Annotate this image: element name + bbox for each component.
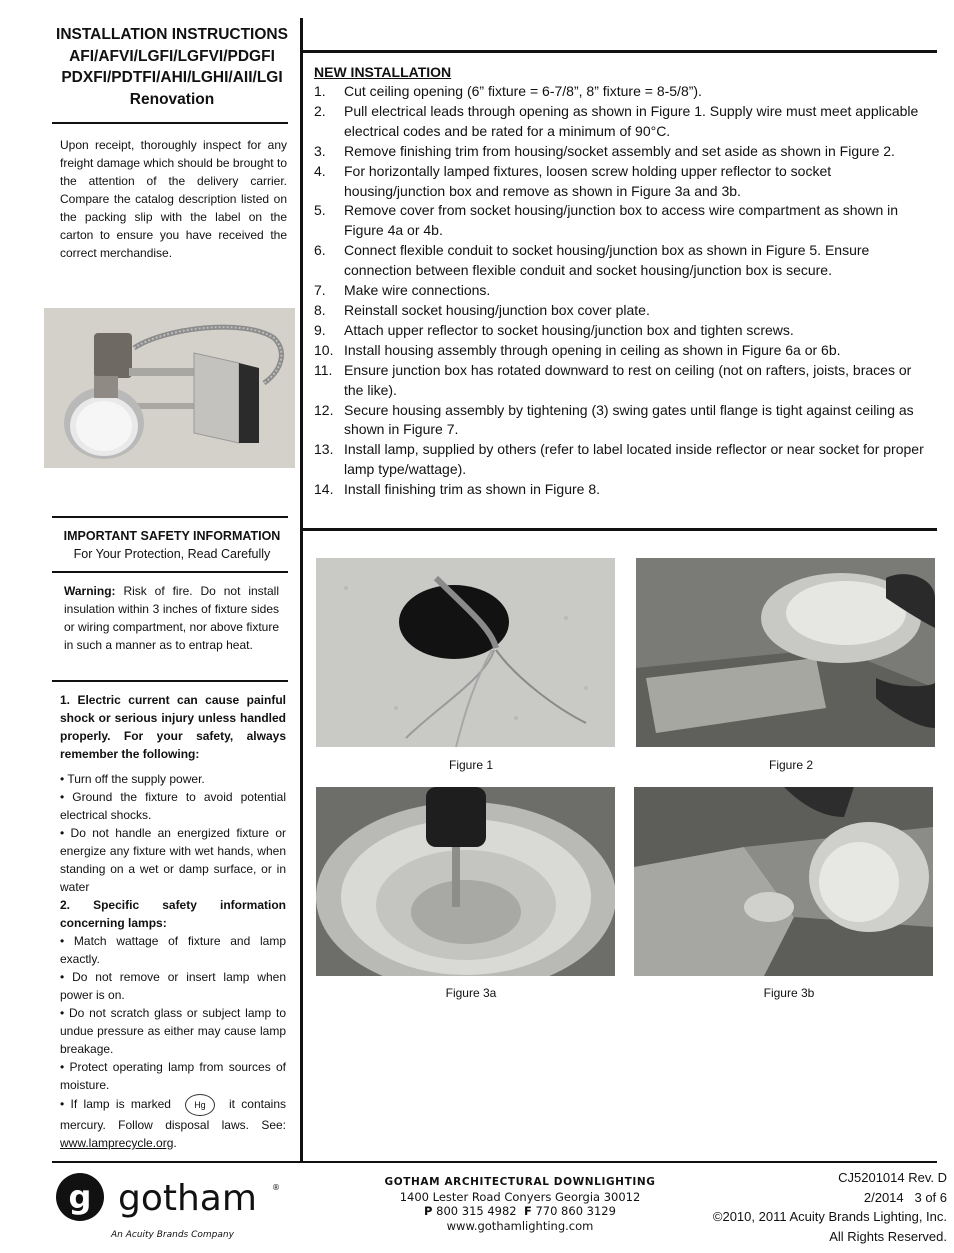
product-photo [44, 308, 295, 468]
figure-3a-caption: Figure 3a [445, 986, 497, 1000]
lamps-heading: 2. Specific safety information concerning lamps: [60, 898, 286, 930]
installation-step [314, 281, 926, 301]
list-item: • Do not handle an energized fixture or energize any fixture with wet hands, when standing on a wet or damp surface, or in water [60, 826, 286, 894]
installation-step [314, 440, 926, 480]
list-item: • Match wattage of fixture and lamp exactly. [60, 934, 286, 966]
figure-1-photo [316, 558, 615, 747]
installation-step [314, 162, 926, 202]
step-number: 10. [314, 341, 334, 358]
ceiling-opening-image [316, 558, 615, 747]
step-number: 13. [314, 441, 334, 458]
remove-reflector-image [634, 787, 933, 976]
logo-tagline: An Acuity Brands Company [111, 1230, 234, 1240]
top-right-rule [300, 50, 937, 53]
copyright: ©2010, 2011 Acuity Brands Lighting, Inc. [712, 1209, 947, 1224]
safety-bullets [60, 770, 286, 1152]
mercury-post: it contains mercury. Follow disposal laws. See: [60, 1097, 286, 1132]
step-number: 12. [314, 401, 334, 418]
figure-2-photo [636, 558, 935, 747]
phone-number: 800 315 4982 [436, 1204, 517, 1218]
steps-bottom-rule [300, 528, 937, 531]
gotham-logo [56, 1170, 296, 1245]
intro-paragraph: Upon receipt, thoroughly inspect for any freight damage which should be brought to the attention of the delivery carrier. Compare the catalog description listed on the packing slip with the label on the carton to ensure you have received the correct merchandise. [60, 138, 287, 260]
installation-step [314, 241, 926, 281]
doc-date-page: 2/2014 3 of 6 [863, 1189, 947, 1205]
installation-step [314, 321, 926, 341]
title-line: INSTALLATION INSTRUCTIONS [56, 26, 288, 43]
installation-step [314, 201, 926, 241]
step-number: 8. [314, 301, 326, 318]
installation-step [314, 102, 926, 142]
remove-trim-image [636, 558, 935, 747]
title-rule [52, 122, 288, 124]
safety-head-rule [52, 571, 288, 573]
step-text: Install finishing trim as shown in Figure 8. [344, 481, 600, 498]
loosen-screw-image [316, 787, 615, 976]
step-text: Connect flexible conduit to socket housing/junction box as shown in Figure 5. Ensure connection between flexible conduit and socket housing/junction box is secure. [344, 242, 870, 279]
step-text: Make wire connections. [344, 282, 491, 299]
mercury-item: • If lamp is marked Hg it contains mercury. Follow disposal laws. See: www.lamprecycle.org. [60, 1094, 286, 1152]
list-item: • Do not scratch glass or subject lamp to undue pressure as either may cause lamp breakage. [60, 1006, 286, 1056]
list-item: • Protect operating lamp from sources of moisture. [60, 1060, 286, 1092]
step-number: 1. [314, 83, 326, 99]
footer-rule [52, 1161, 937, 1163]
step-number: 11. [314, 361, 333, 378]
installation-step [314, 401, 926, 441]
svg-text:g: g [68, 1178, 92, 1216]
step-number: 7. [314, 282, 326, 299]
installation-step [314, 142, 926, 162]
step-text: Install lamp, supplied by others (refer to label located inside reflector or near socket for proper lamp type/wattage). [344, 441, 924, 478]
step-text: Install housing assembly through opening in ceiling as shown in Figure 6a or 6b. [344, 341, 841, 358]
step-text: For horizontally lamped fixtures, loosen screw holding upper reflector to socket housing/junction box and remove as shown in Figure 3a and 3b. [344, 162, 832, 199]
recessed-fixture-illustration [44, 308, 295, 468]
safety-title: IMPORTANT SAFETY INFORMATION [63, 529, 281, 543]
svg-text:®: ® [272, 1183, 280, 1192]
column-divider [300, 18, 303, 1163]
step-number: 3. [314, 142, 326, 159]
figure-2-caption: Figure 2 [768, 758, 814, 772]
figure-1-caption: Figure 1 [448, 758, 494, 772]
logo-word: gotham [118, 1178, 257, 1219]
safety-subtitle: For Your Protection, Read Carefully [73, 547, 271, 561]
figure-3b-photo [634, 787, 933, 976]
installation-step [314, 480, 926, 500]
step-text: Pull electrical leads through opening as shown in Figure 1. Supply wire must meet applicable electrical codes and be rated for a minimum of 90°C. [344, 102, 919, 139]
title-line: Renovation [129, 90, 215, 108]
step-text: Remove cover from socket housing/junction box to access wire compartment as shown in Figure 4a or 4b. [344, 202, 899, 239]
step-text: Secure housing assembly by tightening (3) swing gates until flange is tight against ceiling as shown in Figure 7. [344, 401, 914, 438]
step-text: Reinstall socket housing/junction box cover plate. [344, 301, 650, 318]
figure-3a-photo [316, 787, 615, 976]
installation-step [314, 341, 926, 361]
step-number: 4. [314, 162, 326, 179]
warning-paragraph [64, 582, 279, 654]
list-item: • Do not remove or insert lamp when power is on. [60, 970, 286, 1002]
installation-step [314, 82, 926, 102]
rights: All Rights Reserved. [829, 1228, 947, 1244]
company-name: GOTHAM ARCHITECTURAL DOWNLIGHTING [384, 1176, 656, 1188]
company-address: 1400 Lester Road Conyers Georgia 30012 [399, 1189, 641, 1204]
warning-text: Risk of fire. Do not install insulation within 3 inches of fixture sides or wiring compartment, nor above fixture in such a manner as to entrap heat. [64, 584, 279, 652]
gotham-logo-mark [56, 1170, 296, 1245]
installation-step [314, 301, 926, 321]
document-info [660, 1168, 947, 1246]
document-title [52, 24, 292, 110]
step-text: Cut ceiling opening (6” fixture = 6-7/8”, 8” fixture = 8-5/8”). [344, 83, 702, 99]
step-text: Remove finishing trim from housing/socket assembly and set aside as shown in Figure 2. [344, 142, 895, 159]
electric-current-heading: 1. Electric current can cause painful shock or serious injury unless handled properly. For your safety, always remember the following: [60, 693, 286, 761]
figure-3b-caption: Figure 3b [763, 986, 815, 1000]
warning-rule [52, 680, 288, 682]
fax-label: F [523, 1204, 532, 1218]
warning-label: Warning: [64, 584, 116, 598]
safety-top-rule [52, 516, 288, 518]
step-number: 2. [314, 102, 326, 119]
company-website: www.gothamlighting.com [446, 1218, 594, 1233]
company-phones [365, 1204, 675, 1219]
fax-number: 770 860 3129 [535, 1204, 616, 1218]
list-item: • Ground the fixture to avoid potential electrical shocks. [60, 790, 286, 822]
list-item: • Turn off the supply power. [60, 772, 205, 786]
lamprecycle-link[interactable]: www.lamprecycle.org [60, 1136, 174, 1150]
doc-code: CJ5201014 Rev. D [838, 1170, 947, 1185]
step-text: Attach upper reflector to socket housing/junction box and tighten screws. [344, 321, 794, 338]
step-number: 14. [314, 481, 334, 498]
installation-steps [314, 82, 926, 500]
safety-heading [52, 527, 292, 563]
company-info [365, 1175, 675, 1233]
installation-step [314, 361, 926, 401]
phone-label: P [424, 1204, 433, 1218]
step-text: Ensure junction box has rotated downward to rest on ceiling (not on rafters, joists, braces or the like). [344, 361, 912, 398]
title-line: PDXFI/PDTFI/AHI/LGHI/AII/LGI [61, 69, 283, 86]
step-number: 9. [314, 321, 326, 338]
new-installation-title: NEW INSTALLATION [314, 64, 452, 80]
step-number: 6. [314, 242, 326, 259]
step-number: 5. [314, 202, 326, 219]
mercury-pre: • If lamp is marked [60, 1097, 171, 1112]
mercury-symbol-icon: Hg [185, 1094, 215, 1116]
title-line: AFI/AFVI/LGFI/LGFVI/PDGFI [69, 47, 275, 65]
